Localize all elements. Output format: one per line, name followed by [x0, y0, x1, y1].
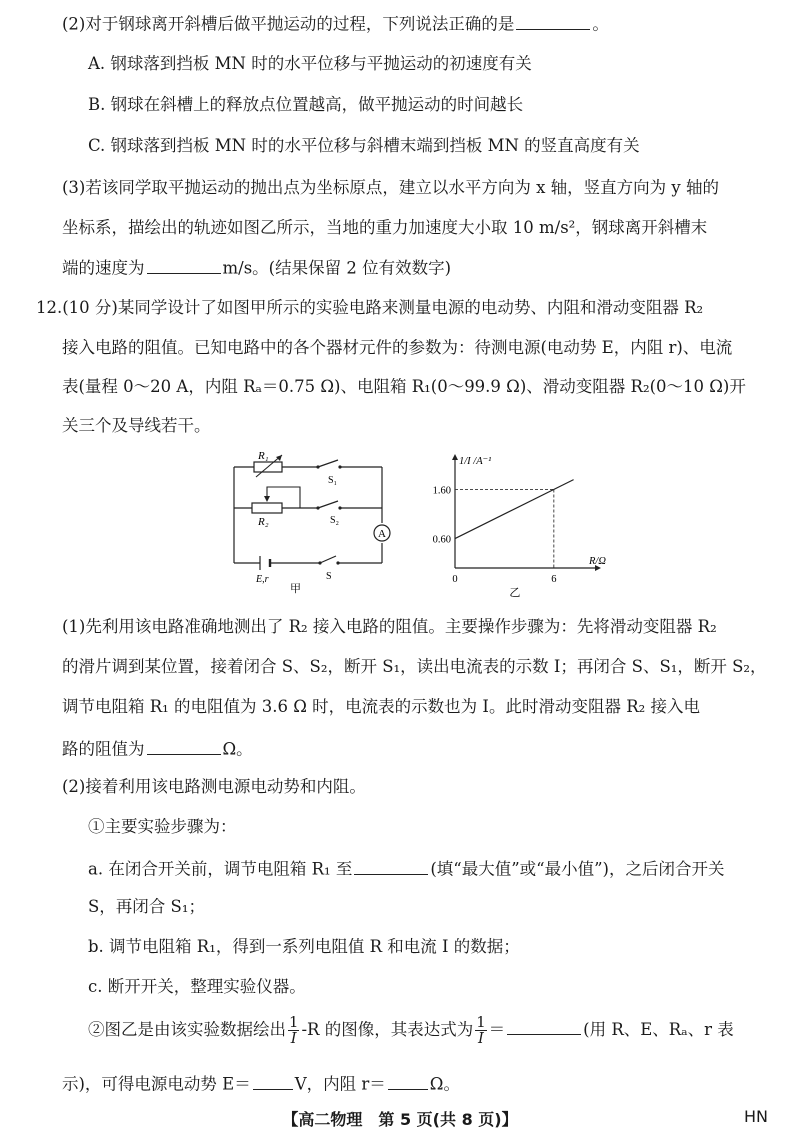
option-c: C. 钢球落到挡板 MN 时的水平位移与斜槽末端到挡板 MN 的竖直高度有关: [88, 136, 640, 155]
r1-label: R₁: [258, 450, 269, 462]
step-a-line2: S，再闭合 S₁；: [88, 897, 205, 916]
graph-expression-line: ②图乙是由该实验数据绘出 $\frac{1}{I}$ -R 的图像，其表达式为 $\frac{1}{I}$ ＝ (用 R、E、Rₐ、r 表: [88, 1013, 734, 1047]
option-b: B. 钢球在斜槽上的释放点位置越高，做平抛运动的时间越长: [88, 95, 524, 114]
circuit-diagram: [220, 445, 400, 595]
steps-title: ①主要实验步骤为：: [88, 817, 237, 836]
q11-part3-line2: 坐标系，描绘出的轨迹如图乙所示，当地的重力加速度大小取 10 m/s²，钢球离开斜槽末: [62, 218, 708, 237]
r1-arrowhead: [276, 455, 282, 461]
r2-rheostat: [252, 503, 282, 513]
y-axis-label: 1/I /A⁻¹: [459, 456, 492, 467]
fraction-1-over-i: $\frac{1}{I}$: [476, 1013, 486, 1047]
option-a: A. 钢球落到挡板 MN 时的水平位移与平抛运动的初速度有关: [88, 54, 532, 73]
s2-label: S₂: [330, 515, 340, 526]
q12-part1-line1: (1)先利用该电路准确地测出了 R₂ 接入电路的阻值。主要操作步骤为：先将滑动变阻器 R₂: [62, 617, 717, 636]
x-tick-label: 6: [551, 574, 557, 585]
answer-blank: [507, 1017, 581, 1035]
step-c: c. 断开开关，整理实验仪器。: [88, 977, 306, 996]
footer-code: HN: [744, 1107, 768, 1126]
answer-blank: [147, 256, 221, 274]
q12-part1-line3: 调节电阻箱 R₁ 的电阻值为 3.6 Ω 时，电流表的示数也为 I。此时滑动变阻器 R₂ 接入电: [62, 697, 700, 716]
step-a-line1: a. 在闭合开关前，调节电阻箱 R₁ 至 (填“最大值”或“最小值”)，之后闭合开关: [88, 857, 724, 879]
figure-yi-caption: 乙: [509, 587, 521, 597]
answer-blank: [516, 12, 590, 30]
x-tick-label: 0: [452, 574, 458, 585]
q12-intro-line1: 12.(10 分)某同学设计了如图甲所示的实验电路来测量电源的电动势、内阻和滑动变阻器 R₂: [36, 298, 704, 317]
q12-part1-line2: 的滑片调到某位置，接着闭合 S、S₂，断开 S₁，读出电流表的示数 I；再闭合 S、S₁，断开 S₂，: [62, 657, 767, 676]
q11-part3-line1: (3)若该同学取平抛运动的抛出点为坐标原点，建立以水平方向为 x 轴，竖直方向为 y 轴的: [62, 178, 719, 197]
q12-intro-line4: 关三个及导线若干。: [62, 416, 211, 435]
q12-intro-line3: 表(量程 0～20 A，内阻 Rₐ＝0.75 Ω)、电阻箱 R₁(0～99.9 Ω)、滑动变阻器 R₂(0～10 Ω)开: [62, 377, 746, 396]
q11-part3-line3: 端的速度为 m/s。(结果保留 2 位有效数字): [62, 256, 451, 278]
r2-label: R₂: [258, 516, 269, 528]
data-line: [455, 480, 574, 539]
q12-intro-line2: 接入电路的阻值。已知电路中的各个器材元件的参数为：待测电源(电动势 E，内阻 r)、电流: [62, 338, 733, 357]
s1-label: S₁: [328, 475, 338, 486]
s-switch: [320, 556, 336, 563]
q12-part1-line4: 路的阻值为 Ω。: [62, 737, 253, 759]
y-tick-label: 0.60: [432, 534, 451, 546]
q12-part2-title: (2)接着利用该电路测电源电动势和内阻。: [62, 777, 366, 796]
emf-resistance-line: 示)，可得电源电动势 E＝ V，内阻 r＝ Ω。: [62, 1072, 460, 1094]
answer-blank: [253, 1072, 293, 1090]
s-label: S: [326, 571, 332, 582]
graph-figure: [415, 452, 615, 597]
answer-blank: [147, 737, 221, 755]
r2-slider-arrow: [264, 496, 270, 502]
ammeter-label: A: [378, 528, 386, 540]
answer-blank: [388, 1072, 428, 1090]
y-tick-label: 1.60: [432, 485, 451, 497]
figure-jia-caption: 甲: [290, 583, 301, 595]
y-axis-arrowhead: [452, 454, 458, 460]
answer-blank: [354, 857, 428, 875]
x-axis-label: R/Ω: [589, 556, 606, 567]
q11-part2-stem: (2)对于钢球离开斜槽后做平抛运动的过程，下列说法正确的是 。: [62, 12, 609, 34]
fraction-1-over-i: $\frac{1}{I}$: [289, 1013, 299, 1047]
source-label: E,r: [256, 574, 269, 585]
step-b: b. 调节电阻箱 R₁，得到一系列电阻值 R 和电流 I 的数据；: [88, 937, 520, 956]
page-footer: 【高二物理 第 5 页(共 8 页)】: [282, 1110, 518, 1129]
